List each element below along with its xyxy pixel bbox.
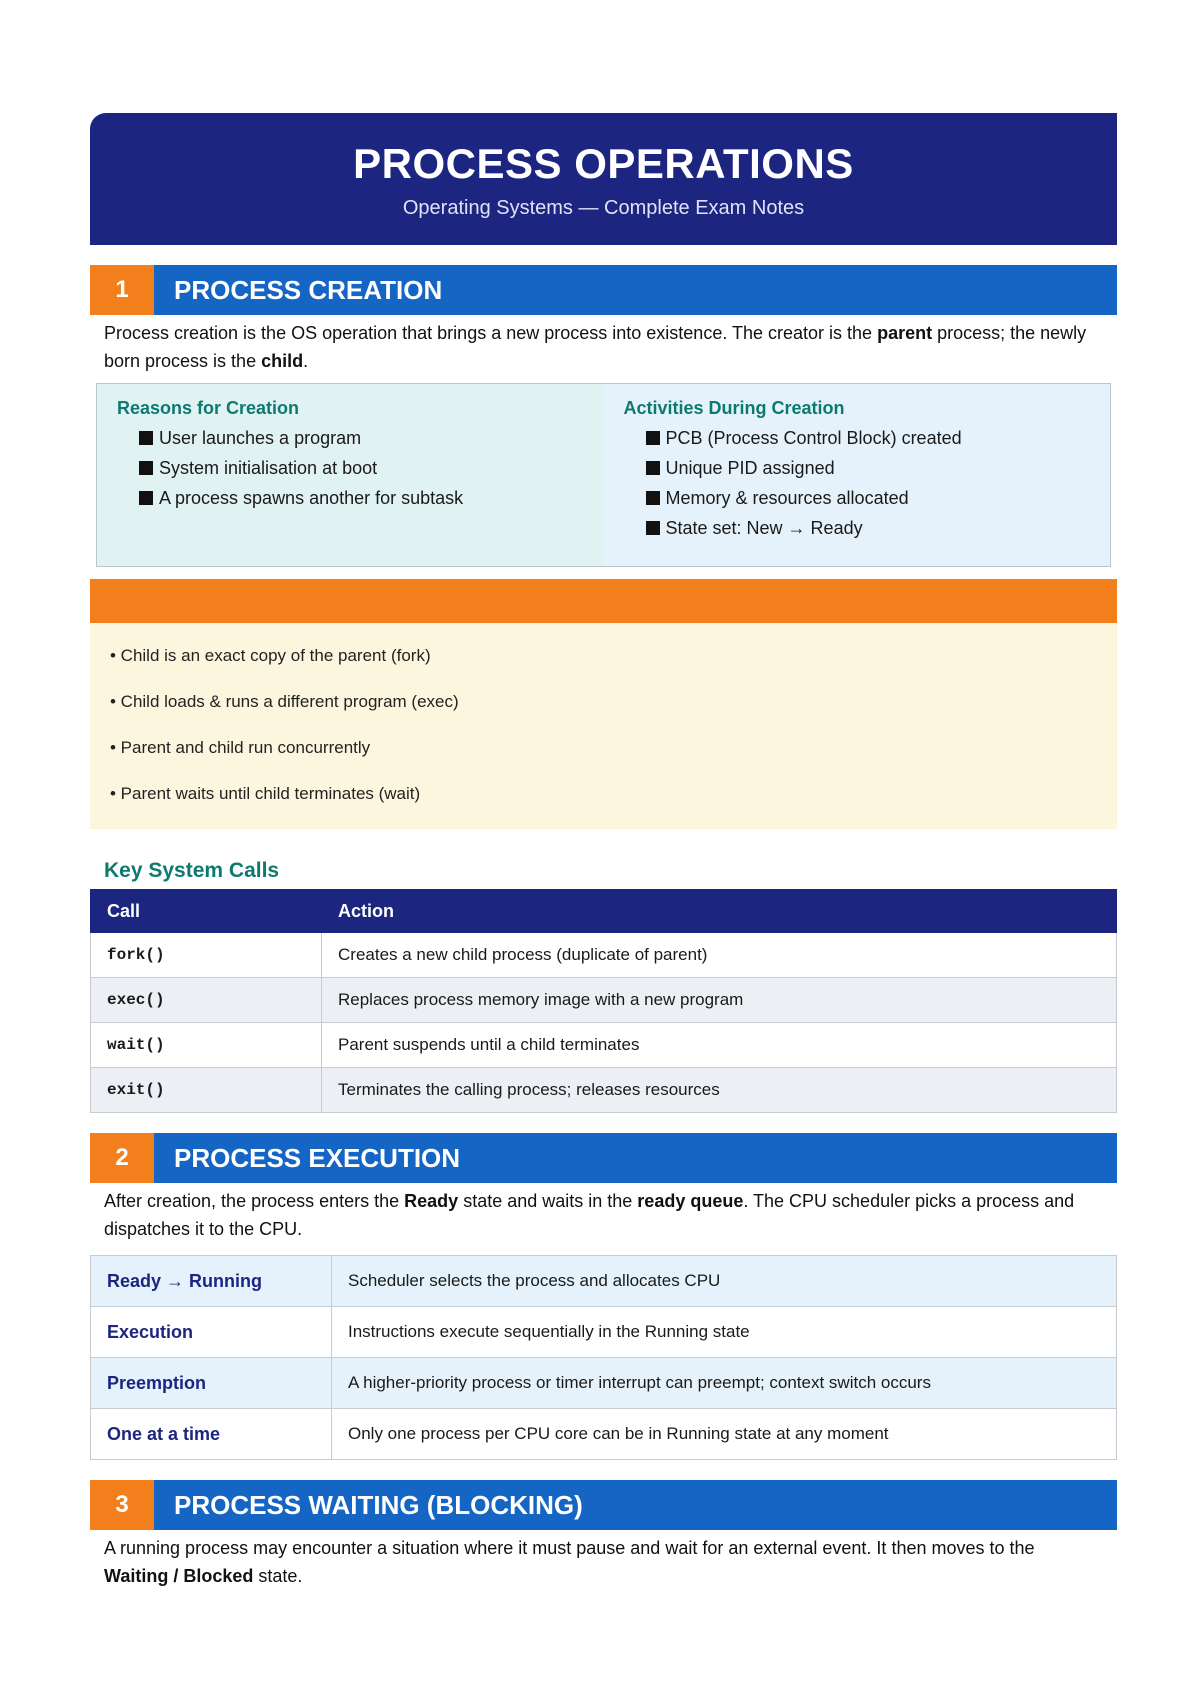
section-2-title: PROCESS EXECUTION: [174, 1142, 461, 1173]
value-cell: A higher-priority process or timer interrupt can preempt; context switch occurs: [332, 1358, 1117, 1409]
call-cell: fork(): [91, 933, 322, 978]
table-row: [91, 933, 1117, 978]
page-subtitle: Operating Systems — Complete Exam Notes: [402, 197, 805, 220]
square-bullet-icon: [646, 491, 660, 505]
table-row: [91, 1358, 1117, 1409]
reasons-heading: Reasons for Creation: [117, 398, 300, 418]
action-cell: Terminates the calling process; releases resources: [322, 1068, 1117, 1113]
square-bullet-icon: [646, 431, 660, 445]
activities-column: [604, 384, 1111, 566]
column-header-action: Action: [322, 890, 1117, 933]
syscalls-table: [90, 889, 1117, 1113]
value-cell: Instructions execute sequentially in the Running state: [332, 1307, 1117, 1358]
relationship-header-bar: [90, 579, 1117, 623]
table-row: [91, 1068, 1117, 1113]
list-item: User launches a program: [139, 423, 604, 453]
section-1-title: PROCESS CREATION: [174, 274, 443, 305]
table-row: [91, 1409, 1117, 1460]
square-bullet-icon: [139, 461, 153, 475]
call-cell: exit(): [91, 1068, 322, 1113]
section-3-header: [90, 1480, 1117, 1530]
section-1-intro: Process creation is the OS operation that brings a new process into existence. The creator is the parent process; the newly born process is the child.: [104, 323, 1087, 371]
creation-info-box: [96, 383, 1111, 567]
square-bullet-icon: [646, 521, 660, 535]
table-row: [91, 1307, 1117, 1358]
section-3-number: 3: [90, 1480, 154, 1530]
value-cell: Scheduler selects the process and allocates CPU: [332, 1256, 1117, 1307]
list-item: State set: New → Ready: [646, 513, 1111, 543]
square-bullet-icon: [139, 431, 153, 445]
list-item: • Child is an exact copy of the parent (fork): [110, 646, 431, 665]
list-item: PCB (Process Control Block) created: [646, 423, 1111, 453]
relationship-box: [90, 579, 1117, 829]
call-cell: wait(): [91, 1023, 322, 1068]
section-2-intro: After creation, the process enters the Ready state and waits in the ready queue. The CPU scheduler picks a process and dispatches it to the CPU.: [104, 1191, 1075, 1239]
action-cell: Parent suspends until a child terminates: [322, 1023, 1117, 1068]
section-1-number: 1: [90, 265, 154, 315]
table-header-row: [91, 890, 1117, 933]
action-cell: Replaces process memory image with a new program: [322, 978, 1117, 1023]
section-3-title: PROCESS WAITING (BLOCKING): [174, 1489, 583, 1520]
page: [90, 113, 1117, 1590]
syscalls-heading: Key System Calls: [104, 859, 280, 882]
activities-heading: Activities During Creation: [623, 398, 845, 418]
list-item: • Parent and child run concurrently: [110, 738, 371, 757]
column-header-call: Call: [91, 890, 322, 933]
list-item: • Parent waits until child terminates (wait): [110, 784, 421, 803]
square-bullet-icon: [646, 461, 660, 475]
key-cell: Preemption: [91, 1358, 332, 1409]
table-row: [91, 1256, 1117, 1307]
section-1-header: [90, 265, 1117, 315]
key-cell: One at a time: [91, 1409, 332, 1460]
page-title: PROCESS OPERATIONS: [353, 140, 854, 187]
list-item: System initialisation at boot: [139, 453, 604, 483]
list-item: • Child loads & runs a different program (exec): [110, 692, 459, 711]
execution-table: [90, 1255, 1117, 1460]
list-item: Unique PID assigned: [646, 453, 1111, 483]
table-row: [91, 1023, 1117, 1068]
section-2-number: 2: [90, 1133, 154, 1183]
square-bullet-icon: [139, 491, 153, 505]
section-2-header: [90, 1133, 1117, 1183]
key-cell: Execution: [91, 1307, 332, 1358]
value-cell: Only one process per CPU core can be in Running state at any moment: [332, 1409, 1117, 1460]
call-cell: exec(): [91, 978, 322, 1023]
table-row: [91, 978, 1117, 1023]
section-3-intro: A running process may encounter a situation where it must pause and wait for an external event. It then moves to the Waiting / Blocked state.: [104, 1538, 1035, 1586]
action-cell: Creates a new child process (duplicate of parent): [322, 933, 1117, 978]
title-banner: [90, 113, 1117, 245]
reasons-column: [97, 384, 604, 566]
list-item: Memory & resources allocated: [646, 483, 1111, 513]
list-item: A process spawns another for subtask: [139, 483, 604, 513]
key-cell: Ready → Running: [91, 1256, 332, 1307]
